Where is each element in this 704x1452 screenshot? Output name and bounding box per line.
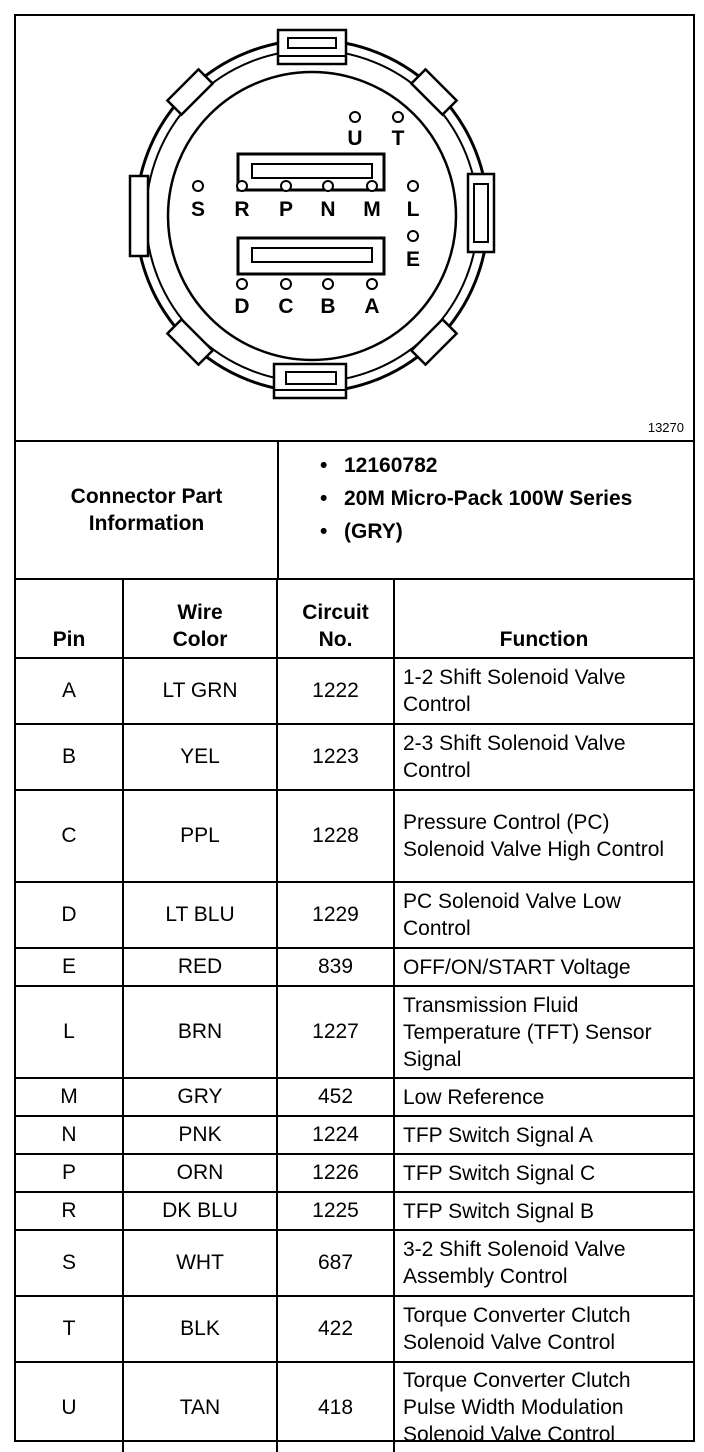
pin-label-t: T <box>391 127 405 150</box>
function-cell: TFP Switch Signal A <box>394 1116 693 1154</box>
circuit-cell: 418 <box>277 1362 394 1452</box>
function-cell: TFP Switch Signal B <box>394 1192 693 1230</box>
pin-label-u: U <box>347 127 363 150</box>
header-wire-color: Wire Color <box>123 580 277 658</box>
pin-cell: C <box>16 790 123 882</box>
upper-terminal-slot <box>238 154 384 190</box>
pin-cell: P <box>16 1154 123 1192</box>
wire-color-cell: DK BLU <box>123 1192 277 1230</box>
function-cell: Torque Converter Clutch Solenoid Valve Control <box>394 1296 693 1362</box>
pinout-table <box>16 580 693 1452</box>
pin-cell: M <box>16 1078 123 1116</box>
bottom-latch <box>274 364 346 398</box>
wire-color-cell: ORN <box>123 1154 277 1192</box>
table-row <box>16 1154 693 1192</box>
pin-cell: E <box>16 948 123 986</box>
circuit-cell: 452 <box>277 1078 394 1116</box>
header-function: Function <box>394 580 693 658</box>
circuit-cell: 1225 <box>277 1192 394 1230</box>
connector-drawing <box>16 16 693 440</box>
circuit-cell: 1227 <box>277 986 394 1078</box>
pin-hole-c <box>281 279 291 289</box>
wire-color-cell: LT GRN <box>123 658 277 724</box>
table-row <box>16 948 693 986</box>
wire-color-cell: TAN <box>123 1362 277 1452</box>
wire-color-cell: BRN <box>123 986 277 1078</box>
circuit-cell: 1226 <box>277 1154 394 1192</box>
part-info-label <box>16 442 279 578</box>
pin-hole-r <box>237 181 247 191</box>
pin-cell: R <box>16 1192 123 1230</box>
function-cell: Pressure Control (PC) Solenoid Valve High Control <box>394 790 693 882</box>
wire-color-cell: YEL <box>123 724 277 790</box>
top-latch <box>278 30 346 64</box>
wire-color-cell: PPL <box>123 790 277 882</box>
pin-cell: T <box>16 1296 123 1362</box>
pin-hole-t <box>393 112 403 122</box>
pin-label-a: A <box>364 295 380 318</box>
connector-face-diagram <box>16 16 693 442</box>
function-cell: 2-3 Shift Solenoid Valve Control <box>394 724 693 790</box>
pin-cell: U <box>16 1362 123 1452</box>
header-pin: Pin <box>16 580 123 658</box>
part-info-label-line1: Connector Part <box>70 485 223 508</box>
circuit-cell: 1224 <box>277 1116 394 1154</box>
table-row <box>16 790 693 882</box>
figure-number: 13270 <box>647 420 684 435</box>
table-row <box>16 1078 693 1116</box>
pin-hole-p <box>281 181 291 191</box>
table-row <box>16 1116 693 1154</box>
part-info-list <box>316 452 686 551</box>
function-cell: Transmission Fluid Temperature (TFT) Sensor Signal <box>394 986 693 1078</box>
pin-hole-a <box>367 279 377 289</box>
table-row <box>16 1296 693 1362</box>
table-row <box>16 1192 693 1230</box>
function-cell: 3-2 Shift Solenoid Valve Assembly Control <box>394 1230 693 1296</box>
left-key <box>130 176 148 256</box>
circuit-cell: 1223 <box>277 724 394 790</box>
table-row <box>16 1362 693 1452</box>
circuit-cell: 1228 <box>277 790 394 882</box>
circuit-cell: 1229 <box>277 882 394 948</box>
pin-label-n: N <box>320 198 336 221</box>
pin-label-r: R <box>234 198 250 221</box>
pin-label-d: D <box>234 295 250 318</box>
connector-part-information <box>16 442 693 580</box>
function-cell: Low Reference <box>394 1078 693 1116</box>
pin-cell: A <box>16 658 123 724</box>
wire-color-cell: RED <box>123 948 277 986</box>
pin-label-c: C <box>278 295 294 318</box>
table-row <box>16 986 693 1078</box>
pin-hole-b <box>323 279 333 289</box>
pin-hole-d <box>237 279 247 289</box>
table-row <box>16 724 693 790</box>
right-key <box>468 174 494 252</box>
pin-hole-m <box>367 181 377 191</box>
function-cell: OFF/ON/START Voltage <box>394 948 693 986</box>
part-info-label-line2: Information <box>88 512 205 535</box>
connector-color: • (GRY) <box>316 518 686 545</box>
pin-label-b: B <box>320 295 336 318</box>
circuit-cell: 687 <box>277 1230 394 1296</box>
pin-label-s: S <box>190 198 206 221</box>
wire-color-cell: LT BLU <box>123 882 277 948</box>
table-row <box>16 658 693 724</box>
pin-hole-u <box>350 112 360 122</box>
connector-series: • 20M Micro-Pack 100W Series <box>316 485 686 512</box>
table-row <box>16 1230 693 1296</box>
function-cell: 1-2 Shift Solenoid Valve Control <box>394 658 693 724</box>
pin-label-e: E <box>405 248 421 271</box>
function-cell: PC Solenoid Valve Low Control <box>394 882 693 948</box>
part-number: • 12160782 <box>316 452 686 479</box>
pin-label-p: P <box>278 198 294 221</box>
pin-cell: N <box>16 1116 123 1154</box>
wire-color-cell: PNK <box>123 1116 277 1154</box>
pinout-sheet <box>14 14 695 1446</box>
circuit-cell: 839 <box>277 948 394 986</box>
pin-hole-s <box>193 181 203 191</box>
table-header-row <box>16 580 693 658</box>
function-cell: Torque Converter Clutch Pulse Width Modulation Solenoid Valve Control <box>394 1362 693 1452</box>
table-row <box>16 882 693 948</box>
pin-hole-n <box>323 181 333 191</box>
circuit-cell: 422 <box>277 1296 394 1362</box>
pin-label-l: L <box>406 198 420 221</box>
function-cell: TFP Switch Signal C <box>394 1154 693 1192</box>
pin-cell: B <box>16 724 123 790</box>
circuit-cell: 1222 <box>277 658 394 724</box>
pin-hole-e <box>408 231 418 241</box>
pin-cell: D <box>16 882 123 948</box>
wire-color-cell: BLK <box>123 1296 277 1362</box>
pin-cell: L <box>16 986 123 1078</box>
wire-color-cell: WHT <box>123 1230 277 1296</box>
pin-label-m: M <box>363 198 381 221</box>
pin-hole-l <box>408 181 418 191</box>
header-circuit-no: Circuit No. <box>277 580 394 658</box>
pin-cell: S <box>16 1230 123 1296</box>
wire-color-cell: GRY <box>123 1078 277 1116</box>
lower-terminal-slot <box>238 238 384 274</box>
